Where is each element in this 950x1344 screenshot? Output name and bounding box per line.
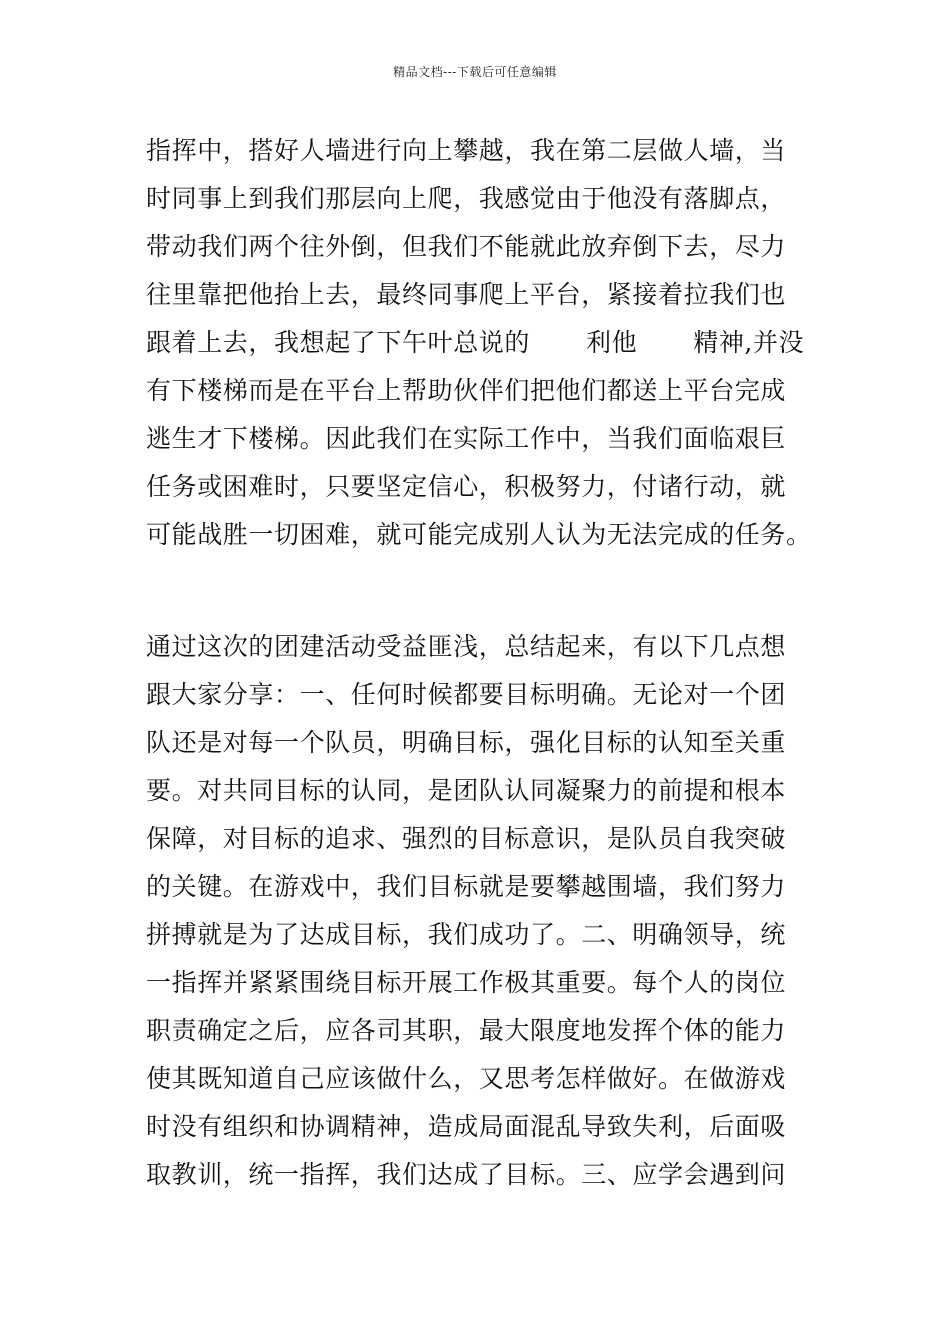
text-line: 指挥中，搭好人墙进行向上攀越，我在第二层做人墙，当 — [146, 136, 787, 165]
text-segment-emphasis: 利他 — [586, 328, 638, 357]
text-line: 往里靠把他抬上去，最终同事爬上平台，紧接着拉我们也 — [146, 280, 787, 309]
text-line: 任务或困难时，只要坚定信心，积极努力，付诸行动，就 — [146, 472, 787, 501]
text-segment: 精神,并没 — [693, 328, 805, 357]
paragraph-1 — [146, 127, 816, 559]
text-line: 拼搏就是为了达成目标，我们成功了。二、明确领导，统 — [146, 920, 787, 949]
text-line: 一指挥并紧紧围绕目标开展工作极其重要。每个人的岗位 — [146, 968, 787, 997]
text-line: 时同事上到我们那层向上爬，我感觉由于他没有落脚点， — [146, 184, 787, 213]
text-line: 队还是对每一个队员，明确目标，强化目标的认知至关重 — [146, 728, 787, 757]
text-line: 职责确定之后，应各司其职，最大限度地发挥个体的能力 — [146, 1016, 787, 1045]
text-line — [146, 319, 816, 367]
text-line: 取教训，统一指挥，我们达成了目标。三、应学会遇到问 — [146, 1160, 787, 1189]
text-line: 的关键。在游戏中，我们目标就是要攀越围墙，我们努力 — [146, 872, 787, 901]
text-line: 使其既知道自己应该做什么，又思考怎样做好。在做游戏 — [146, 1064, 787, 1093]
text-line: 有下楼梯而是在平台上帮助伙伴们把他们都送上平台完成 — [146, 376, 787, 405]
text-line: 时没有组织和协调精神，造成局面混乱导致失利，后面吸 — [146, 1112, 787, 1141]
text-line: 跟大家分享：一、任何时候都要目标明确。无论对一个团 — [146, 680, 787, 709]
text-line: 保障，对目标的追求、强烈的目标意识，是队员自我突破 — [146, 824, 787, 853]
text-line: 要。对共同目标的认同，是团队认同凝聚力的前提和根本 — [146, 776, 787, 805]
page-header: 精品文档---下载后可任意编辑 — [393, 65, 557, 79]
text-segment: 跟着上去，我想起了下午叶总说的 — [146, 328, 531, 357]
text-line: 可能战胜一切困难，就可能完成别人认为无法完成的任务。 — [146, 520, 812, 549]
text-line: 逃生才下楼梯。因此我们在实际工作中，当我们面临艰巨 — [146, 424, 787, 453]
text-line: 带动我们两个往外倒，但我们不能就此放弃倒下去，尽力 — [146, 232, 787, 261]
paragraph-2 — [146, 623, 816, 1199]
text-line: 通过这次的团建活动受益匪浅，总结起来，有以下几点想 — [146, 632, 787, 661]
